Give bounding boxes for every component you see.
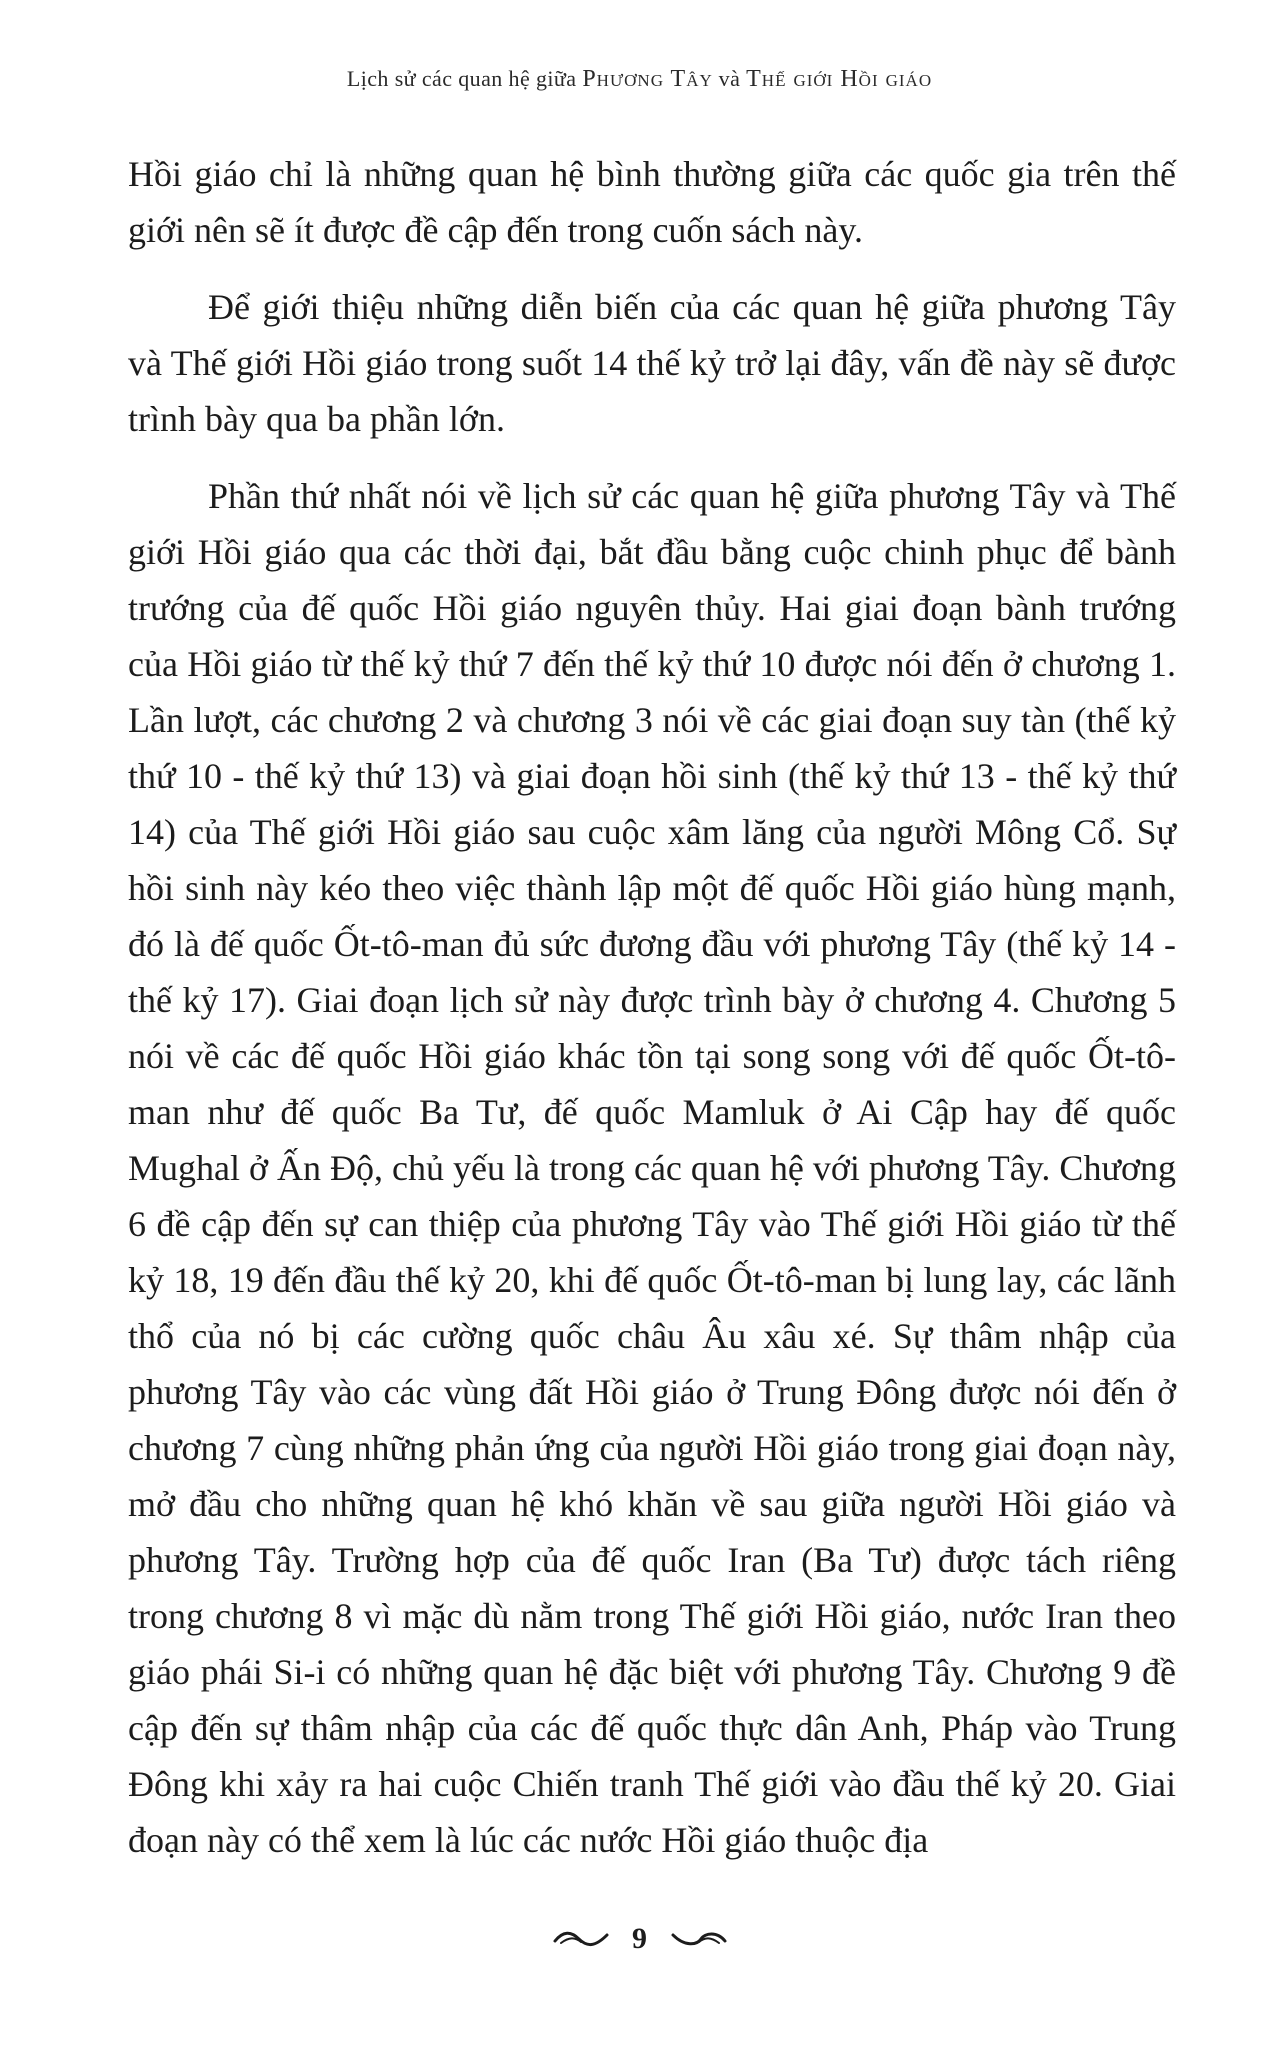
swash-ornament-icon (669, 1929, 729, 1949)
running-header-prefix: Lịch sử các quan hệ giữa (346, 66, 583, 91)
running-header-part2: Thế giới Hồi giáo (746, 66, 933, 92)
paragraph-continued: Hồi giáo chỉ là những quan hệ bình thường giữa các quốc gia trên thế giới nên sẽ ít được đề cập đến trong cuốn sách này. (128, 154, 1176, 250)
running-header-conj: và (712, 66, 747, 91)
body-text (128, 146, 1176, 1868)
paragraph: Phần thứ nhất nói về lịch sử các quan hệ giữa phương Tây và Thế giới Hồi giáo qua các thời đại, bắt đầu bằng cuộc chinh phục để bành trướng của đế quốc Hồi giáo nguyên thủy. Hai giai đoạn bành trướng của Hồi giáo từ thế kỷ thứ 7 đến thế kỷ thứ 10 được nói đến ở chương 1. Lần lượt, các chương 2 và chương 3 nói về các giai đoạn suy tàn (thế kỷ thứ 10 - thế kỷ thứ 13) và giai đoạn hồi sinh (thế kỷ thứ 13 - thế kỷ thứ 14) của Thế giới Hồi giáo sau cuộc xâm lăng của người Mông Cổ. Sự hồi sinh này kéo theo việc thành lập một đế quốc Hồi giáo hùng mạnh, đó là đế quốc Ốt-tô-man đủ sức đương đầu với phương Tây (thế kỷ 14 - thế kỷ 17). Giai đoạn lịch sử này được trình bày ở chương 4. Chương 5 nói về các đế quốc Hồi giáo khác tồn tại song song với đế quốc Ốt-tô-man như đế quốc Ba Tư, đế quốc Mamluk ở Ai Cập hay đế quốc Mughal ở Ấn Độ, chủ yếu là trong các quan hệ với phương Tây. Chương 6 đề cập đến sự can thiệp của phương Tây vào Thế giới Hồi giáo từ thế kỷ 18, 19 đến đầu thế kỷ 20, khi đế quốc Ốt-tô-man bị lung lay, các lãnh thổ của nó bị các cường quốc châu Âu xâu xé. Sự thâm nhập của phương Tây vào các vùng đất Hồi giáo ở Trung Đông được nói đến ở chương 7 cùng những phản ứng của người Hồi giáo trong giai đoạn này, mở đầu cho những quan hệ khó khăn về sau giữa người Hồi giáo và phương Tây. Trường hợp của đế quốc Iran (Ba Tư) được tách riêng trong chương 8 vì mặc dù nằm trong Thế giới Hồi giáo, nước Iran theo giáo phái Si-i có những quan hệ đặc biệt với phương Tây. Chương 9 đề cập đến sự thâm nhập của các đế quốc thực dân Anh, Pháp vào Trung Đông khi xảy ra hai cuộc Chiến tranh Thế giới vào đầu thế kỷ 20. Giai đoạn này có thể xem là lúc các nước Hồi giáo thuộc địa (128, 476, 1176, 1860)
page-footer (0, 1920, 1279, 1956)
page-number: 9 (632, 1922, 647, 1956)
running-header (0, 66, 1279, 93)
running-header-part1: Phương Tây (582, 66, 713, 92)
swash-ornament-icon (551, 1929, 611, 1949)
paragraph: Để giới thiệu những diễn biến của các quan hệ giữa phương Tây và Thế giới Hồi giáo trong suốt 14 thế kỷ trở lại đây, vấn đề này sẽ được trình bày qua ba phần lớn. (128, 287, 1176, 439)
